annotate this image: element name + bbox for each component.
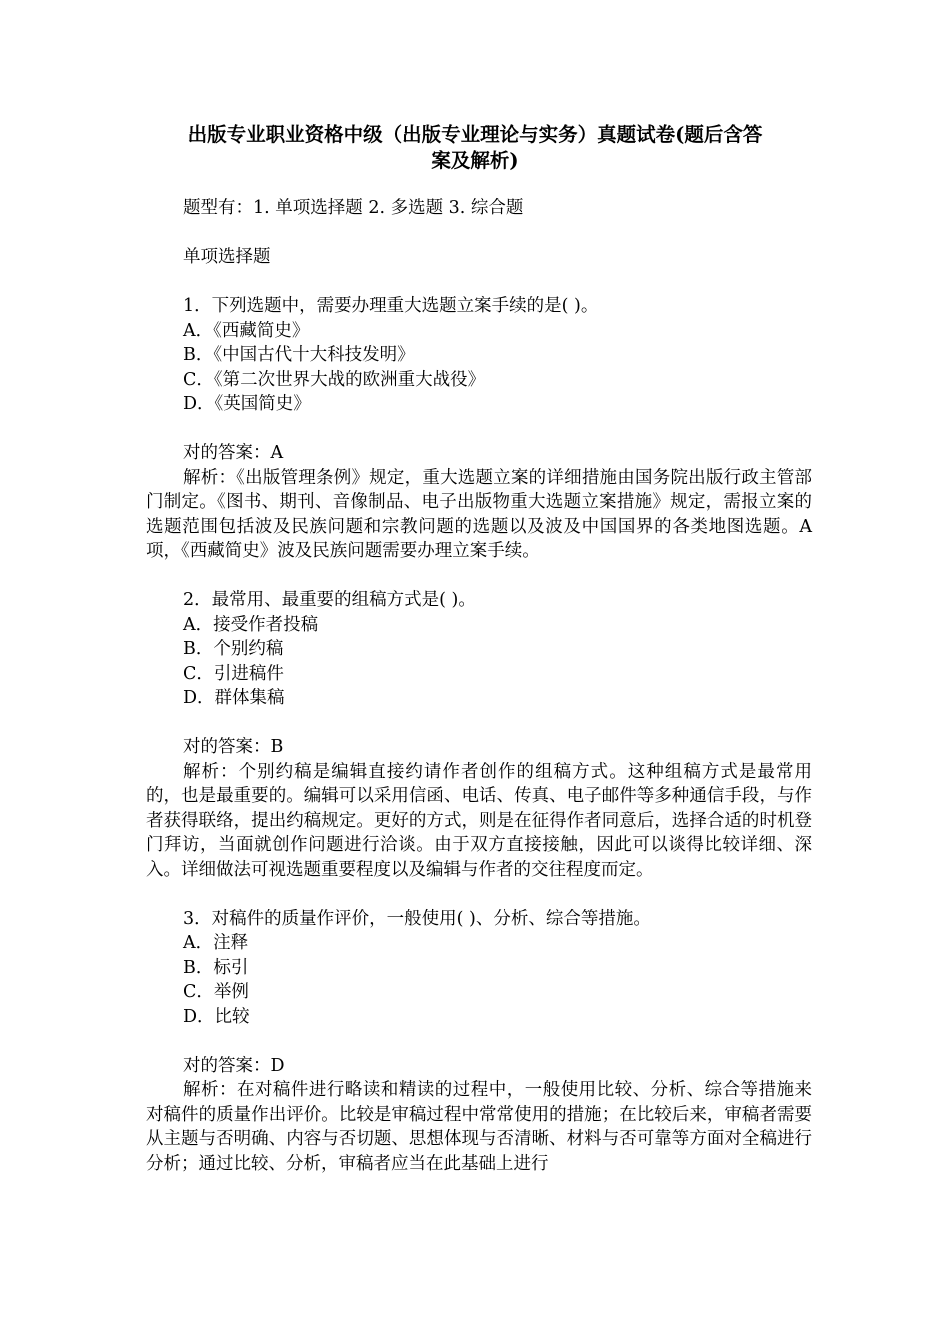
section-heading: 单项选择题 [183, 247, 271, 267]
option-a: A．注释 [183, 933, 249, 953]
document-title [130, 122, 820, 174]
document-title-line-2: 案及解析) [431, 149, 519, 172]
document-title-line-1: 出版专业职业资格中级（出版专业理论与实务）真题试卷(题后含答 [187, 123, 763, 146]
explanation-text: 解析：在对稿件进行略读和精读的过程中，一般使用比较、分析、综合等措施来对稿件的质量作出评价。比较是审稿过程中常常使用的措施；在比较后来，审稿者需要从主题与否明确、内容与否切题、思想体现与否清晰、材料与否可靠等方面对全稿进行分析；通过比较、分析，审稿者应当在此基础上进行 [146, 1080, 812, 1174]
option-d: D．比较 [183, 1006, 250, 1027]
question-stem: 1．下列选题中，需要办理重大选题立案手续的是( )。 [183, 296, 599, 316]
question-types-line: 题型有：1. 单项选择题 2. 多选题 3. 综合题 [183, 198, 524, 218]
explanation-text: 解析：个别约稿是编辑直接约请作者创作的组稿方式。这种组稿方式是最常用的，也是最重要的。编辑可以采用信函、电话、传真、电子邮件等多种通信手段，与作者获得联络，提出约稿规定。更好的方式，则是在征得作者同意后，选择合适的时机登门拜访，当面就创作问题进行洽谈。由于双方直接接触，因此可以谈得比较详细、深入。详细做法可视选题重要程度以及编辑与作者的交往程度而定。 [146, 761, 812, 880]
question-block [146, 588, 812, 882]
option-c: C．引进稿件 [183, 663, 284, 684]
explanation-text: 解析：《出版管理条例》规定，重大选题立案的详细措施由国务院出版行政主管部门制定。《图书、期刊、音像制品、电子出版物重大选题立案措施》规定，需报立案的选题范围包括波及民族问题和宗教问题的选题以及波及中国国界的各类地图选题。A项，《西藏简史》波及民族问题需要办理立案手续。 [146, 467, 812, 561]
answer-line: 对的答案：A [183, 443, 284, 463]
option-b: B．《中国古代十大科技发明》 [183, 345, 415, 365]
question-stem: 3．对稿件的质量作评价，一般使用( )、分析、综合等措施。 [183, 908, 651, 929]
document-body [146, 196, 812, 1176]
question-block [146, 907, 812, 1177]
option-c: C．举例 [183, 982, 249, 1002]
answer-line: 对的答案：D [183, 1055, 285, 1076]
option-c: C．《第二次世界大战的欧洲重大战役》 [183, 369, 486, 390]
answer-line: 对的答案：B [183, 737, 284, 757]
option-a: A．《西藏简史》 [183, 320, 310, 341]
option-b: B．标引 [183, 957, 249, 978]
question-stem: 2．最常用、最重要的组稿方式是( )。 [183, 590, 476, 610]
question-block [146, 294, 812, 564]
option-d: D．群体集稿 [183, 688, 285, 708]
option-b: B．个别约稿 [183, 639, 284, 659]
option-a: A．接受作者投稿 [183, 614, 319, 635]
option-d: D．《英国简史》 [183, 394, 311, 414]
